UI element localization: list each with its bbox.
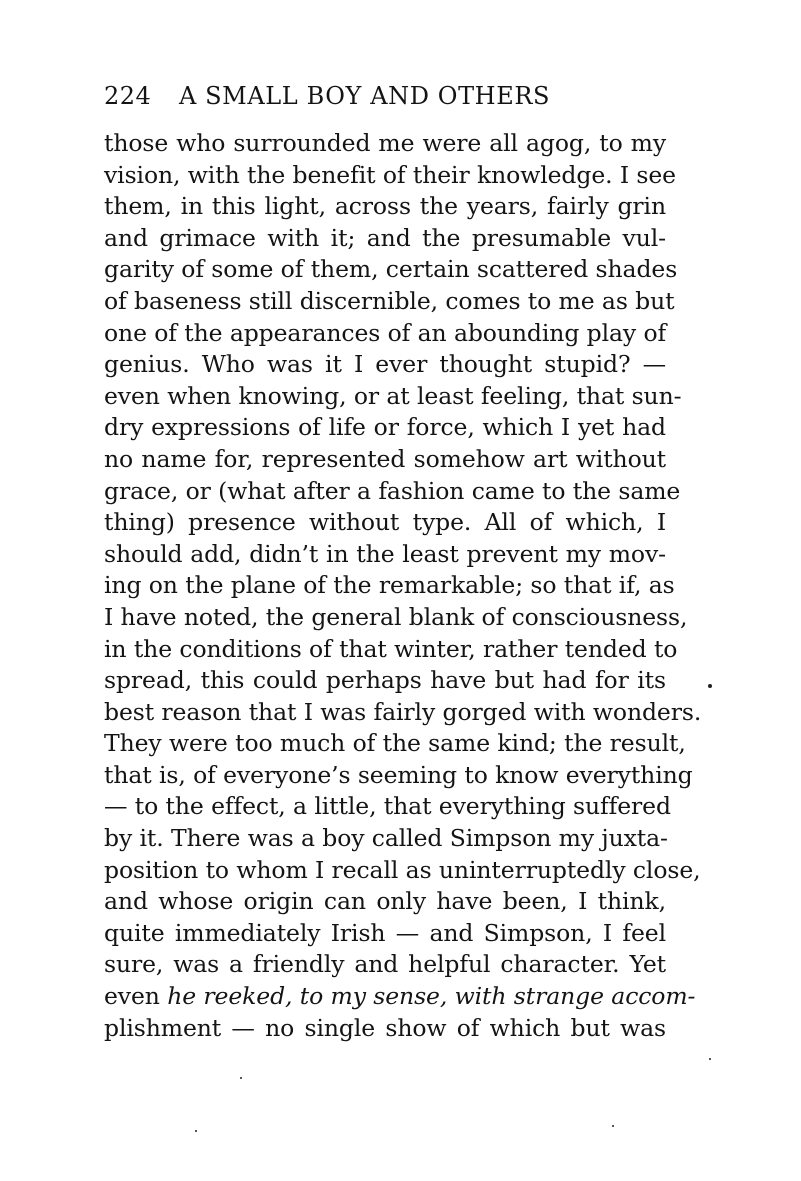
scan-speck bbox=[612, 1125, 614, 1127]
text-line: ing on the plane of the remarkable; so that if, as bbox=[104, 571, 675, 600]
text-line: I have noted, the general blank of consciousness, bbox=[104, 602, 688, 631]
text-line: plishment — no single show of which but was bbox=[104, 1013, 666, 1042]
text-line: by it. There was a boy called Simpson my juxta- bbox=[104, 824, 668, 853]
roman-run: even bbox=[104, 982, 168, 1011]
scan-speck bbox=[195, 1130, 197, 1132]
scan-speck bbox=[709, 1058, 711, 1060]
text-line: those who surrounded me were all agog, to my bbox=[104, 129, 666, 157]
text-line: position to whom I recall as uninterruptedly close, bbox=[104, 855, 701, 884]
text-line: and whose origin can only have been, I think, bbox=[104, 887, 666, 916]
text-line: grace, or (what after a fashion came to the same bbox=[104, 476, 681, 505]
text-line: even when knowing, or at least feeling, that sun- bbox=[104, 381, 682, 410]
text-line: They were too much of the same kind; the result, bbox=[104, 729, 686, 758]
page-number: 224 bbox=[104, 82, 152, 110]
text-line: one of the appearances of an abounding play of bbox=[104, 318, 667, 347]
text-line: dry expressions of life or force, which I yet had bbox=[104, 413, 666, 442]
text-line: no name for, represented somehow art without bbox=[104, 444, 666, 473]
text-line: vision, with the benefit of their knowledge. I see bbox=[104, 160, 676, 189]
text-line: thing) presence without type. All of which, I bbox=[104, 508, 666, 537]
italic-run: he reeked, to my sense, with strange accom- bbox=[167, 982, 696, 1011]
text-line: them, in this light, across the years, fairly grin bbox=[104, 192, 666, 221]
scan-speck bbox=[708, 684, 712, 688]
text-line: should add, didn’t in the least prevent my mov- bbox=[104, 539, 666, 568]
text-line: — to the effect, a little, that everything suffered bbox=[104, 792, 671, 821]
text-line: garity of some of them, certain scattered shades bbox=[104, 255, 678, 284]
text-line: in the conditions of that winter, rather tended to bbox=[104, 634, 678, 663]
text-line-mixed bbox=[104, 981, 696, 1013]
text-line: and grimace with it; and the presumable vul- bbox=[104, 223, 666, 252]
text-line: quite immediately Irish — and Simpson, I feel bbox=[104, 918, 666, 947]
text-line: sure, was a friendly and helpful character. Yet bbox=[104, 950, 666, 979]
text-line: genius. Who was it I ever thought stupid? — bbox=[104, 350, 666, 379]
running-header bbox=[104, 80, 550, 112]
text-line: of baseness still discernible, comes to me as but bbox=[104, 286, 675, 315]
scan-speck bbox=[240, 1077, 242, 1079]
text-line: best reason that I was fairly gorged with wonders. bbox=[104, 697, 702, 726]
body-text bbox=[104, 128, 702, 1044]
running-title: A SMALL BOY AND OTHERS bbox=[178, 82, 551, 110]
text-line: spread, this could perhaps have but had for its bbox=[104, 666, 666, 695]
text-line: that is, of everyone’s seeming to know everything bbox=[104, 760, 693, 789]
